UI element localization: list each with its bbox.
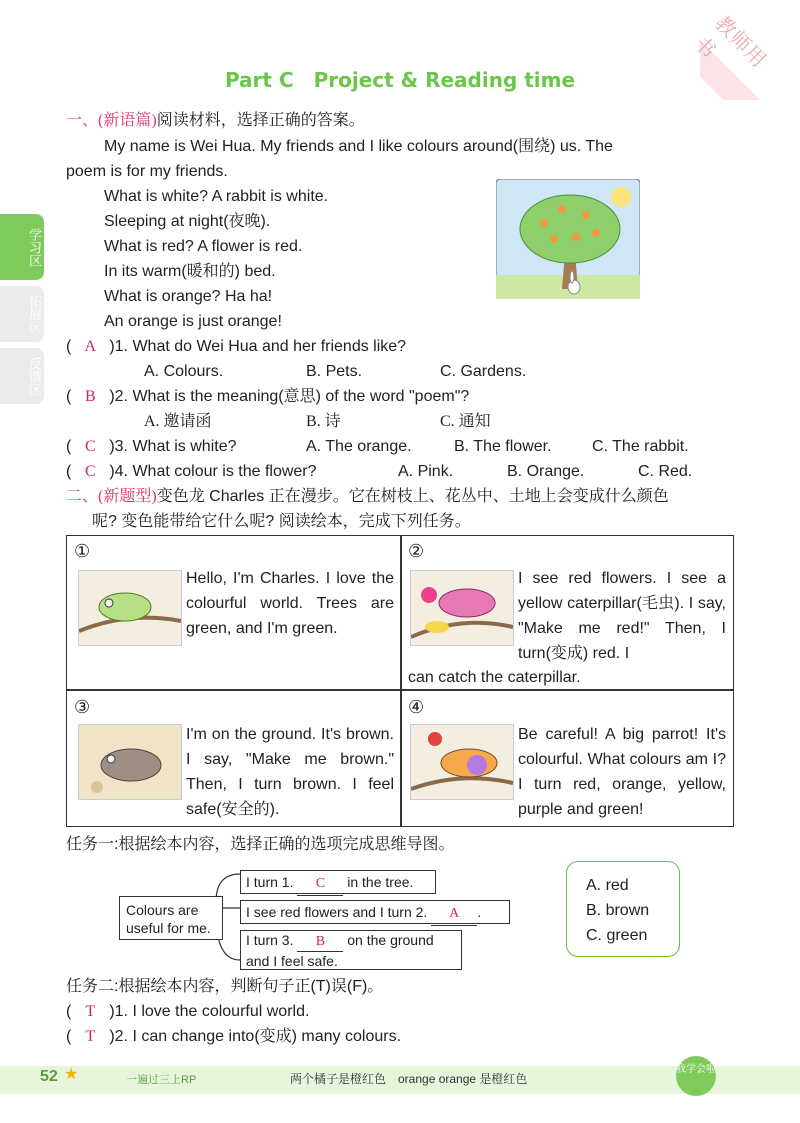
branch-text: I turn 3.	[246, 932, 294, 948]
page-number: 52	[40, 1068, 58, 1085]
chameleon-rainbow-picture	[410, 724, 514, 800]
option: C. Gardens.	[440, 363, 527, 380]
intro-line-2: poem is for my friends.	[66, 163, 228, 180]
chameleon-pink-picture	[410, 570, 514, 646]
option: C. 通知	[440, 413, 491, 430]
question-text: )3. What is white?	[109, 438, 237, 455]
footer-slogan: 两个橘子是橙红色 orange orange 是橙红色	[290, 1072, 528, 1086]
question-3: ( C )3. What is white?	[66, 436, 236, 458]
poem-line: In its warm(暖和的) bed.	[104, 263, 276, 280]
question-1: ( A )1. What do Wei Hua and her friends like?	[66, 336, 406, 358]
option: B. 诗	[306, 413, 341, 430]
option: B. The flower.	[454, 438, 552, 455]
panel-text: Hello, I'm Charles. I love the colourful world. Trees are green, and I'm green.	[186, 570, 394, 637]
question-text: )1. What do Wei Hua and her friends like?	[109, 338, 407, 355]
side-tab-study[interactable]: 学习区	[0, 214, 44, 280]
option: A. red	[586, 877, 629, 894]
poem-line: An orange is just orange!	[104, 313, 282, 330]
section1-heading	[66, 110, 365, 132]
panel-number: ③	[74, 697, 91, 717]
footer-brand: 一遍过三上RP	[126, 1074, 197, 1086]
option: C. The rabbit.	[592, 438, 689, 455]
tf-item: ( T )2. I can change into(变成) many colours.	[66, 1026, 401, 1048]
poem-line: Sleeping at night(夜晚).	[104, 213, 271, 230]
answer-mark: T	[85, 1028, 96, 1045]
side-tab-extend[interactable]: 拓展区	[0, 286, 44, 342]
mindmap-branch-2	[240, 900, 510, 924]
section2-tag: (新题型)	[98, 488, 157, 505]
section2-number: 二、	[66, 488, 99, 505]
branch-text: and I feel safe.	[246, 953, 338, 969]
task1-heading: 任务一:根据绘本内容，选择正确的选项完成思维导图。	[66, 836, 455, 853]
option: A. Colours.	[144, 363, 224, 380]
panel-text: Be careful! A big parrot! It's colourful. What colours am I? I turn red, orange, yellow, purple and green!	[518, 726, 726, 818]
answer-mark: C	[84, 463, 96, 480]
option: B. brown	[586, 902, 650, 919]
intro-line-1: My name is Wei Hua. My friends and I like colours around(围绕) us. The	[104, 138, 613, 155]
poem-line: What is white? A rabbit is white.	[104, 188, 329, 205]
mindmap-branch-3	[240, 930, 462, 970]
option: A. The orange.	[306, 438, 412, 455]
poem-line: What is red? A flower is red.	[104, 238, 303, 255]
section2-instruction-2: 呢? 变色能带给它什么呢? 阅读绘本，完成下列任务。	[92, 513, 471, 530]
option: A. 邀请函	[144, 413, 212, 430]
corner-label: 教师用书	[689, 10, 772, 73]
tf-item: ( T )1. I love the colourful world.	[66, 1001, 309, 1023]
task2-heading: 任务二:根据绘本内容，判断句子正(T)误(F)。	[66, 978, 384, 995]
panel-number: ②	[408, 541, 425, 561]
branch-text: on the ground	[347, 932, 434, 948]
section2-heading	[66, 486, 669, 508]
question-2: ( B )2. What is the meaning(意思) of the word "poem"?	[66, 386, 469, 408]
poem-line: What is orange? Ha ha!	[104, 288, 273, 305]
page-title: Part C Project & Reading time	[224, 68, 576, 92]
option: B. Orange.	[507, 463, 585, 480]
answer-mark: B	[84, 388, 96, 405]
section1-tag: (新语篇)	[98, 112, 157, 129]
section1-instruction: 阅读材料，选择正确的答案。	[156, 112, 365, 129]
answer-blank: C	[297, 873, 343, 896]
tree-rabbit-illustration	[496, 179, 640, 299]
branch-text: I see red flowers and I turn 2.	[246, 904, 428, 920]
panel-number: ④	[408, 697, 425, 717]
question-text: )4. What colour is the flower?	[109, 463, 317, 480]
answer-mark: C	[84, 438, 96, 455]
mindmap-center: Colours are useful for me.	[119, 896, 223, 940]
panel-number: ①	[74, 541, 91, 561]
panel-text: I see red flowers. I see a yellow caterpillar(毛虫). I say, "Make me red!" Then, I turn(变成) red. I	[518, 570, 726, 662]
answer-blank: A	[431, 903, 477, 926]
chameleon-brown-picture	[78, 724, 182, 800]
mindmap-branch-1	[240, 870, 436, 894]
tf-text: )1. I love the colourful world.	[109, 1003, 310, 1020]
footer-badge: 我学会啦	[676, 1056, 716, 1096]
question-4: ( C )4. What colour is the flower?	[66, 461, 317, 483]
question-text: )2. What is the meaning(意思) of the word "poem"?	[109, 388, 470, 405]
branch-text: in the tree.	[347, 874, 414, 890]
star-icon: ★	[64, 1066, 79, 1083]
option: C. Red.	[638, 463, 693, 480]
panel-text-tail: can catch the caterpillar.	[408, 669, 581, 686]
answer-mark: A	[84, 338, 97, 355]
branch-text: .	[477, 904, 482, 920]
option: A. Pink.	[398, 463, 454, 480]
option: B. Pets.	[306, 363, 363, 380]
section2-instruction: 变色龙 Charles 正在漫步。它在树枝上、花丛中、土地上会变成什么颜色	[156, 488, 669, 505]
branch-text: I turn 1.	[246, 874, 294, 890]
section1-number: 一、	[66, 112, 99, 129]
side-tab-feedback[interactable]: 反馈区	[0, 348, 44, 404]
chameleon-green-picture	[78, 570, 182, 646]
tf-text: )2. I can change into(变成) many colours.	[109, 1028, 402, 1045]
panel-text: I'm on the ground. It's brown. I say, "Make me brown." Then, I turn brown. I feel safe(安全的).	[186, 726, 394, 818]
answer-blank: B	[297, 932, 343, 952]
option: C. green	[586, 927, 648, 944]
answer-mark: T	[85, 1003, 96, 1020]
